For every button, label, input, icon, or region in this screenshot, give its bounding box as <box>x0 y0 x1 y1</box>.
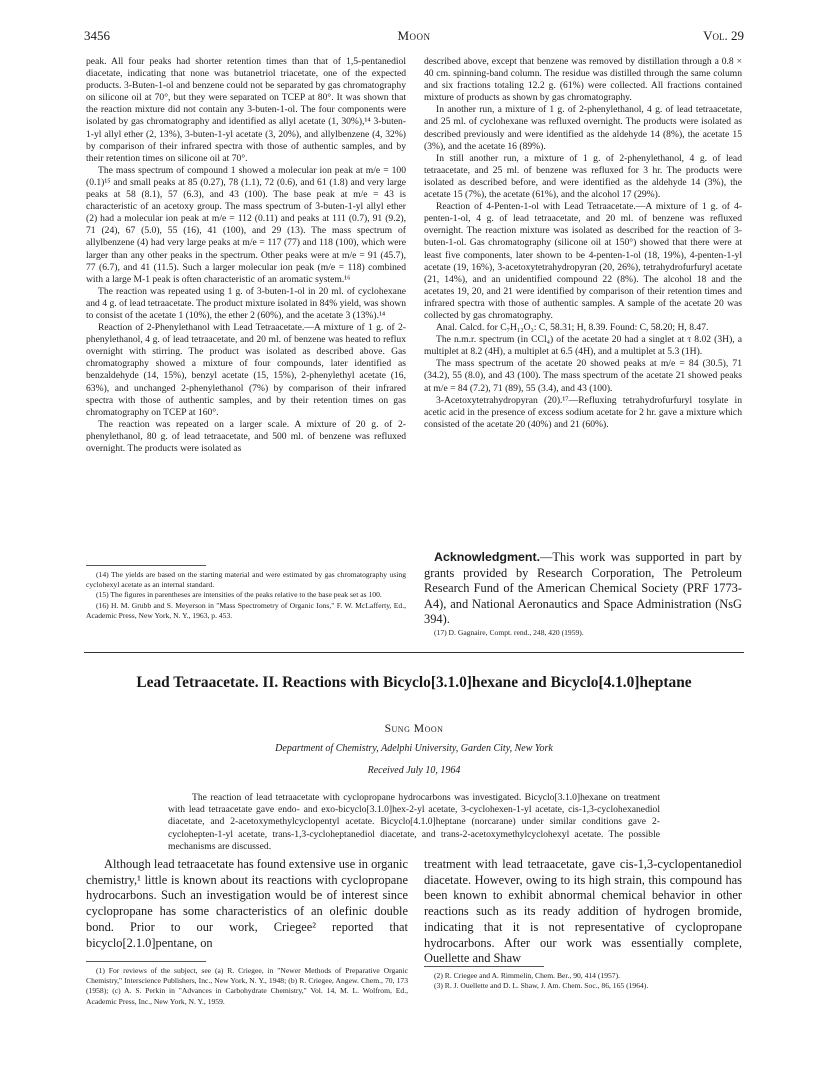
footnote-rule <box>424 966 544 967</box>
paragraph: The mass spectrum of the acetate 20 showed peaks at m/e = 84 (30.5), 71 (34.2), 55 (8.0), and 43 (100). The mass spectrum of the acetate 21 showed peaks at m/e = 84 (7.2), 71 (89), 55 (3.4), and 43 (100). <box>424 358 742 394</box>
paragraph: described above, except that benzene was removed by distillation through a 0.8 × 40 cm. spinning-band column. The residue was distilled through the same column and six fractions totaling 12.2 g. (61%) were collected. All fractions contained mixture of products as shown by gas chromatography. <box>424 56 742 104</box>
abstract-text: The reaction of lead tetraacetate with cyclopropane hydrocarbons was investigated. Bicyclo[3.1.0]hexane on treatment with lead tetraacetate gave endo- and exo-bicyclo[3.1.0]hex-2-yl acetate, 3-cyclohexen-1-yl acetate, cis-1,3-cyclohexanediol diacetate, and 2-acetoxymethylcyclopentyl acetate. Bicyclo[4.1.0]heptane (norcarane) under similar conditions gave 2-cyclohepten-1-yl acetate, trans-1,3-cycloheptanediol diacetate, and trans-2-acetoxymethylcyclohexyl acetate. The possible mechanisms are discussed. <box>168 792 660 852</box>
paragraph: treatment with lead tetraacetate, gave cis-1,3-cyclopentanediol diacetate. However, owing to its high strain, this compound has been known to exhibit abnormal chemical behavior in other reactions such as its ready addition of hydrogen bromide, indicating that it is not representative of cyclopropane hydrocarbons. After our work was essentially complete, Ouellette and Shaw <box>424 857 742 966</box>
paragraph: Anal. Calcd. for C₇H₁₂O₃: C, 58.31; H, 8.39. Found: C, 58.20; H, 8.47. <box>436 322 709 334</box>
footnote: (15) The figures in parentheses are intensities of the peaks relative to the base peak set as 100. <box>96 590 382 600</box>
paragraph: Reaction of 2-Phenylethanol with Lead Tetraacetate.—A mixture of 1 g. of 2-phenylethanol, 4 g. of lead tetraacetate, and 20 ml. of benzene was heated to reflux overnight with stirring. The product was isolated as described above. Gas chromatography showed a mixture of four compounds, later identified as benzaldehyde (14, 15%), benzyl acetate (15, 15%), 2-phenylethyl acetate (16, 63%), and unchanged 2-phenylethanol (7%) by comparison of their infrared spectra with those of authentic samples, and by their retention times on gas chromatography on TCEP at 160°. <box>86 322 406 418</box>
paragraph: The n.m.r. spectrum (in CCl₄) of the acetate 20 had a singlet at τ 8.02 (3H), a multiplet at 8.2 (4H), a multiplet at 6.5 (4H), and a multiplet at 5.3 (1H). <box>424 334 742 358</box>
received-date: Received July 10, 1964 <box>367 765 461 776</box>
footnote: (3) R. J. Ouellette and D. L. Shaw, J. Am. Chem. Soc., 86, 165 (1964). <box>434 981 649 991</box>
abstract <box>168 792 660 853</box>
paragraph: The reaction was repeated using 1 g. of 3-buten-1-ol in 20 ml. of cyclohexane and 4 g. of lead tetraacetate. The product mixture isolated in 84% yield, was shown to consist of the acetate 1 (10%), the ether 2 (60%), and the acetate 3 (13%).¹⁴ <box>86 285 406 321</box>
intro-footnotes-left <box>86 966 408 1007</box>
footnote: (17) D. Gagnaire, Compt. rend., 248, 420 (1959). <box>434 628 584 637</box>
acknowledgment-heading: Acknowledgment. <box>434 550 541 564</box>
running-head <box>84 28 744 48</box>
right-footnote <box>424 628 742 638</box>
article-separator-rule <box>84 652 744 653</box>
footnote-rule <box>86 961 206 962</box>
paragraph: Reaction of 4-Penten-1-ol with Lead Tetraacetate.—A mixture of 1 g. of 4-penten-1-ol, 4 g. of lead tetraacetate, and 20 ml. of benzene was refluxed overnight. The reaction mixture was isolated as described for the reaction of 3-buten-1-ol. Gas chromatography (silicone oil at 150°) showed that there were at least five components, later shown to be 4-penten-1-ol (18, 19%), 4-penten-1-yl acetate (19, 16%), 3-acetoxytetrahydropyran (20, 26%), tetrahydrofurfuryl acetate (21, 14%), and an unidentified compound 22 (8%). The alcohol 18 and the acetates 19, 20, and 21 were identified by comparison of their retention times and infrared spectra with those of authentic samples. A sample of the acetate 20 was collected by gas chromatography. <box>424 201 742 321</box>
intro-right-column <box>424 857 742 967</box>
volume-label: Vol. 29 <box>703 28 744 43</box>
acknowledgment <box>424 550 742 628</box>
footnote: (1) For reviews of the subject, see (a) R. Criegee, in "Newer Methods of Preparative Organic Chemistry," Interscience Publishers, Inc., New York, N. Y., 1948; (b) R. Criegee, Angew. Chem., 70, 173 (1958); (c) A. S. Perkin in "Advances in Carbohydrate Chemistry," Vol. 14, M. L. Wolfrom, Ed., Academic Press, Inc., New York, N. Y., 1959. <box>86 966 408 1006</box>
paragraph: In still another run, a mixture of 1 g. of 2-phenylethanol, 4 g. of lead tetraacetate, and 25 ml. of benzene was refluxed for 3 hr. The products were isolated as described before, and were identified as the aldehyde 14 (3%), the acetate 15 (7%), the acetate (61%), and the alcohol 17 (29%). <box>424 152 742 201</box>
intro-footnotes-right <box>424 971 742 991</box>
acknowledgment-text: —This work was supported in part by grants provided by Research Corporation, The Petroleum Research Fund of the American Chemical Society (PRF 1773-A4), and National Aeronautics and Space Administration (NsG 394). <box>424 550 742 627</box>
paragraph: The reaction was repeated on a larger scale. A mixture of 20 g. of 2-phenylethanol, 80 g. of lead tetraacetate, and 500 ml. of benzene was refluxed overnight. The products were isolated as <box>86 418 406 454</box>
article-title: Lead Tetraacetate. II. Reactions with Bicyclo[3.1.0]hexane and Bicyclo[4.1.0]heptane <box>136 674 692 691</box>
left-column-text <box>86 56 406 455</box>
footnote-rule <box>86 565 206 566</box>
paragraph: The mass spectrum of compound 1 showed a molecular ion peak at m/e = 100 (0.1)¹⁵ and small peaks at 85 (0.27), 78 (1.1), 72 (0.6), and 61 (1.8) and very large peaks at 58 (8.1), 57 (6.3), and 43 (100). The base peak at m/e = 43 is characteristic of an acetoxy group. The mass spectrum of 3-buten-1-yl allyl ether (2) had a molecular ion peak at m/e = 112 (0.11) and peaks at 111 (0.7), 91 (9.2), 71 (24), 67 (5.0), 55 (16), 41 (100), and 29 (13). The mass spectrum of allylbenzene (4) had very large peaks at m/e = 117 (77) and 118 (100), which were larger than any other peaks in the spectrum. Other peaks were at m/e = 91 (45.7), 77 (6.7), and 41 (11.5). Such a larger molecular ion peak (m/e = 118) combined with a large M-1 peak is often characteristic of an aromatic system.¹⁶ <box>86 164 406 285</box>
paragraph: In another run, a mixture of 1 g. of 2-phenylethanol, 4 g. of lead tetraacetate, and 25 ml. of cyclohexane was refluxed overnight. The products were isolated as described previously and were identified as the aldehyde 14 (8%), the acetate 15 (3%), and the acetate 16 (89%). <box>424 104 742 152</box>
paragraph: Although lead tetraacetate has found extensive use in organic chemistry,¹ little is known about its reactions with cyclopropane hydrocarbons. Such an investigation would be of interest since cyclopropane has some characteristics of an olefinic double bond. Prior to our work, Criegee² reported that bicyclo[2.1.0]pentane, on <box>86 857 408 950</box>
article-author: Sung Moon <box>384 722 444 735</box>
page-number: 3456 <box>84 28 110 43</box>
footnote: (14) The yields are based on the starting material and were estimated by gas chromatography using cyclohexyl acetate as an internal standard. <box>86 570 406 590</box>
paragraph: 3-Acetoxytetrahydropyran (20).¹⁷—Refluxing tetrahydrofurfuryl tosylate in acetic acid in the presence of excess sodium acetate for 2 hr. gave a mixture which consisted of the acetate 20 (40%) and 21 (60%). <box>424 394 742 430</box>
left-footnotes <box>86 570 406 621</box>
intro-left-column <box>86 857 408 951</box>
running-head-author: Moon <box>397 28 431 43</box>
footnote: (16) H. M. Grubb and S. Meyerson in "Mass Spectrometry of Organic Ions," F. W. McLafferty, Ed., Academic Press, New York, N. Y., 1963, p. 453. <box>86 600 406 620</box>
author-affiliation: Department of Chemistry, Adelphi University, Garden City, New York <box>275 743 553 754</box>
footnote: (2) R. Criegee and A. Rimmelin, Chem. Ber., 90, 414 (1957). <box>434 971 621 980</box>
paragraph: peak. All four peaks had shorter retention times than that of 1,5-pentanediol diacetate, indicating that none was butanetriol triacetate, one of the expected products. 3-Buten-1-ol and benzene could not be separated by gas chromatography on silicone oil at 70°, but they were separated on TCEP at 80°. It was shown that the reaction mixture did not contain any 3-buten-1-ol. The four components were isolated by gas chromatography and identified as allyl acetate (1, 30%),¹⁴ 3-buten-1-yl allyl ether (2, 13%), 3-buten-1-yl acetate (3, 20%), and allylbenzene (4, 32%) by comparison of their infrared spectra with those of authentic samples, and by their retention times on silicone oil at 70°. <box>86 56 406 164</box>
right-column-text <box>424 56 742 431</box>
